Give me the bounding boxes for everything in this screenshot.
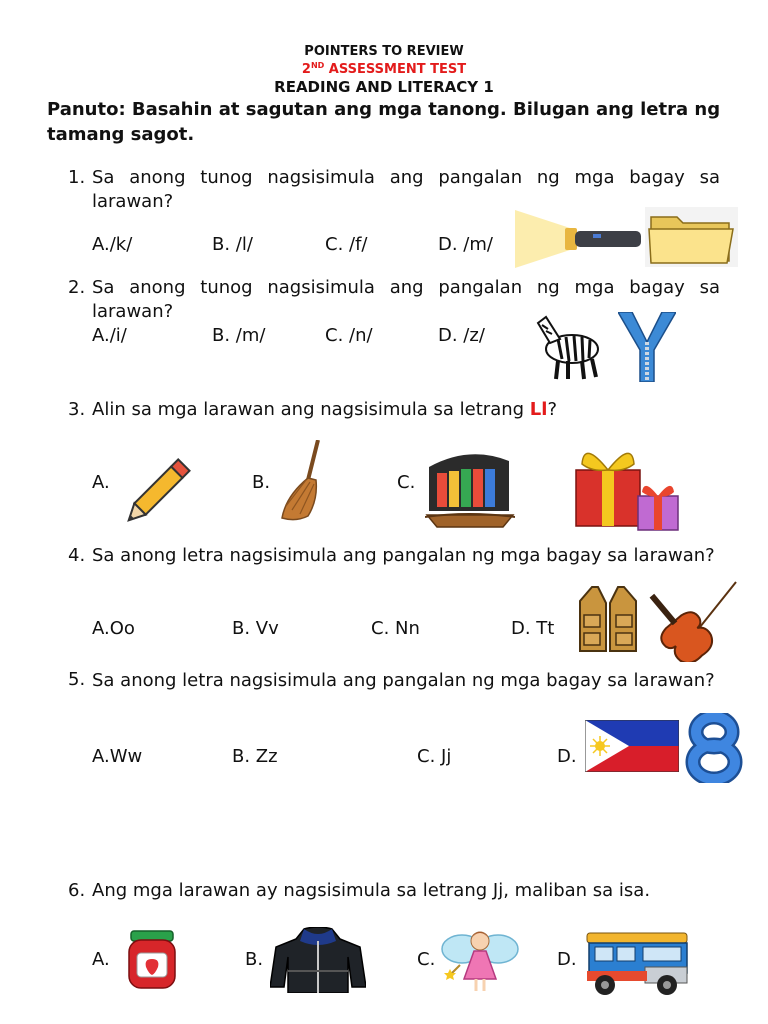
flashlight-picture	[515, 210, 645, 268]
option-d[interactable]: D. Tt	[511, 618, 555, 639]
question-number: 6.	[68, 880, 86, 901]
option-d[interactable]: D. /z/	[438, 325, 485, 346]
option-c[interactable]: C. /f/	[325, 234, 368, 255]
option-d[interactable]: D.	[557, 746, 577, 767]
question-text: Sa anong letra nagsisimula ang pangalan ng mga bagay sa larawan?	[92, 545, 715, 566]
instructions: Panuto: Basahin at sagutan ang mga tanong. Bilugan ang letra ng tamang sagot.	[47, 99, 721, 145]
question-number: 1.	[68, 167, 86, 188]
zipper-picture	[618, 312, 676, 382]
vest-picture	[578, 585, 638, 653]
philippine-flag-picture	[585, 720, 679, 772]
question-text: Sa anong tunog nagsisimula ang pangalan ng mga bagay sa larawan?	[92, 277, 720, 322]
question-number: 5.	[68, 669, 86, 690]
option-c[interactable]: C. Nn	[371, 618, 420, 639]
question-text-main: Alin sa mga larawan ang nagsisimula sa letrang	[92, 399, 530, 420]
header-line-3: READING AND LITERACY 1	[274, 78, 494, 96]
option-c[interactable]: C.	[397, 472, 416, 493]
question-number: 4.	[68, 545, 86, 566]
jeepney-picture	[583, 927, 693, 997]
violin-picture	[648, 578, 742, 662]
option-a[interactable]: A.Ww	[92, 746, 143, 767]
question-text: Ang mga larawan ay nagsisimula sa letrang Jj, maliban sa isa.	[92, 880, 651, 901]
option-a[interactable]: A./i/	[92, 325, 127, 346]
number-eight-picture	[685, 713, 743, 783]
option-c[interactable]: C. Jj	[417, 746, 452, 767]
option-b[interactable]: B. /l/	[212, 234, 253, 255]
zebra-picture	[528, 313, 604, 383]
option-c[interactable]: C.	[417, 949, 436, 970]
option-d[interactable]: D. /m/	[438, 234, 493, 255]
header-assessment-title: ASSESSMENT TEST	[324, 62, 467, 77]
option-a[interactable]: A.	[92, 949, 110, 970]
fairy-picture	[440, 925, 520, 995]
question-text: Sa anong letra nagsisimula ang pangalan ng mga bagay sa larawan?	[92, 670, 715, 691]
option-d[interactable]: D.	[557, 949, 577, 970]
header-line-1: POINTERS TO REVIEW	[304, 44, 464, 59]
option-b[interactable]: B. Zz	[232, 746, 278, 767]
question-3	[0, 398, 768, 426]
question-5	[0, 668, 768, 720]
folder-picture	[645, 207, 738, 267]
option-a[interactable]: A.Oo	[92, 618, 135, 639]
pencil-picture	[113, 450, 201, 534]
option-b[interactable]: B. /m/	[212, 325, 266, 346]
option-a[interactable]: A.	[92, 472, 110, 493]
jam-jar-picture	[123, 929, 181, 991]
question-text: Sa anong tunog nagsisimula ang pangalan ng mga bagay sa larawan?	[92, 167, 720, 212]
highlighted-letter: Ll	[529, 399, 548, 420]
header-ordinal-suffix: ND	[310, 61, 325, 70]
boat-picture	[425, 445, 515, 533]
question-mark: ?	[547, 399, 557, 420]
header-line-2	[0, 61, 768, 77]
gift-picture	[572, 442, 682, 532]
question-6	[0, 879, 768, 929]
broom-picture	[280, 440, 332, 522]
question-text	[92, 398, 720, 422]
question-number: 3.	[68, 399, 86, 420]
option-c[interactable]: C. /n/	[325, 325, 373, 346]
jacket-picture	[270, 927, 366, 993]
option-b[interactable]: B.	[252, 472, 271, 493]
header-ordinal-number: 2	[301, 62, 311, 77]
option-b[interactable]: B. Vv	[232, 618, 279, 639]
option-b[interactable]: B.	[245, 949, 264, 970]
question-number: 2.	[68, 277, 86, 298]
option-a[interactable]: A./k/	[92, 234, 133, 255]
